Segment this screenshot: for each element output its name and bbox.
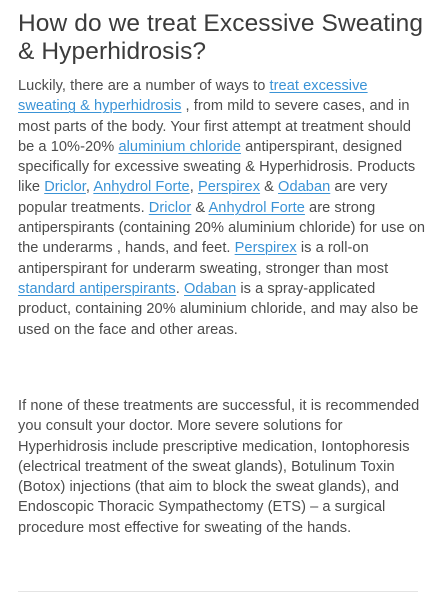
paragraph-text: is a spray-applicated product, containing 20% aluminium chloride, and may also be used on the face and other areas. [18,280,419,338]
paragraph-text: antiperspirant, designed specifically for excessive sweating & Hyperhidrosis. Products like [18,138,416,196]
paragraph-text: & [260,179,279,196]
paragraph-text: is a roll-on antiperspirant for underarm sweating, stronger than most [18,240,389,277]
link-standard-antiperspirants[interactable]: standard antiperspirants [18,280,176,297]
link-odaban[interactable]: Odaban [184,280,237,297]
article-paragraph-2: If none of these treatments are successful, it is recommended you consult your doctor. More severe solutions for Hyperhidrosis include prescriptive medication, Iontophoresis (electrical treatment of the sweat glands), Botulinum Toxin (Botox) injections (that aim to block the sweat glands), and Endoscopic Thoracic Sympathectomy (ETS) – a surgical procedure most effective for sweating of the hands. [18,398,420,536]
paragraph-text: Luckily, there are a number of ways to [18,78,270,94]
link-aluminium-chloride[interactable]: aluminium chloride [118,138,242,155]
paragraph-text: are very popular treatments. [18,179,388,216]
link-anhydrol-forte[interactable]: Anhydrol Forte [208,199,305,216]
paragraph-text: are strong antiperspirants (containing 20% aluminium chloride) for use on the underarms , hands, and feet. [18,199,426,257]
link-driclor[interactable]: Driclor [148,199,192,216]
paragraph-text: . [175,280,184,297]
article-paragraph-1 [18,76,426,340]
link-anhydrol-forte[interactable]: Anhydrol Forte [93,179,190,196]
paragraph-text: , [189,179,198,196]
link-treat-excessive-sweating[interactable]: treat excessive sweating & hyperhidrosis [18,78,368,115]
paragraph-text: , from mild to severe cases, and in most parts of the body. Your first attempt at treatment should be a 10%-20% [18,98,412,155]
paragraph-text: & [191,199,209,216]
section-divider [18,591,418,592]
link-perspirex[interactable]: Perspirex [234,240,297,257]
paragraph-text: , [85,179,94,196]
link-perspirex[interactable]: Perspirex [197,179,261,196]
link-driclor[interactable]: Driclor [44,179,86,196]
link-odaban[interactable]: Odaban [278,179,331,196]
article-heading: How do we treat Excessive Sweating & Hyperhidrosis? [18,10,424,65]
